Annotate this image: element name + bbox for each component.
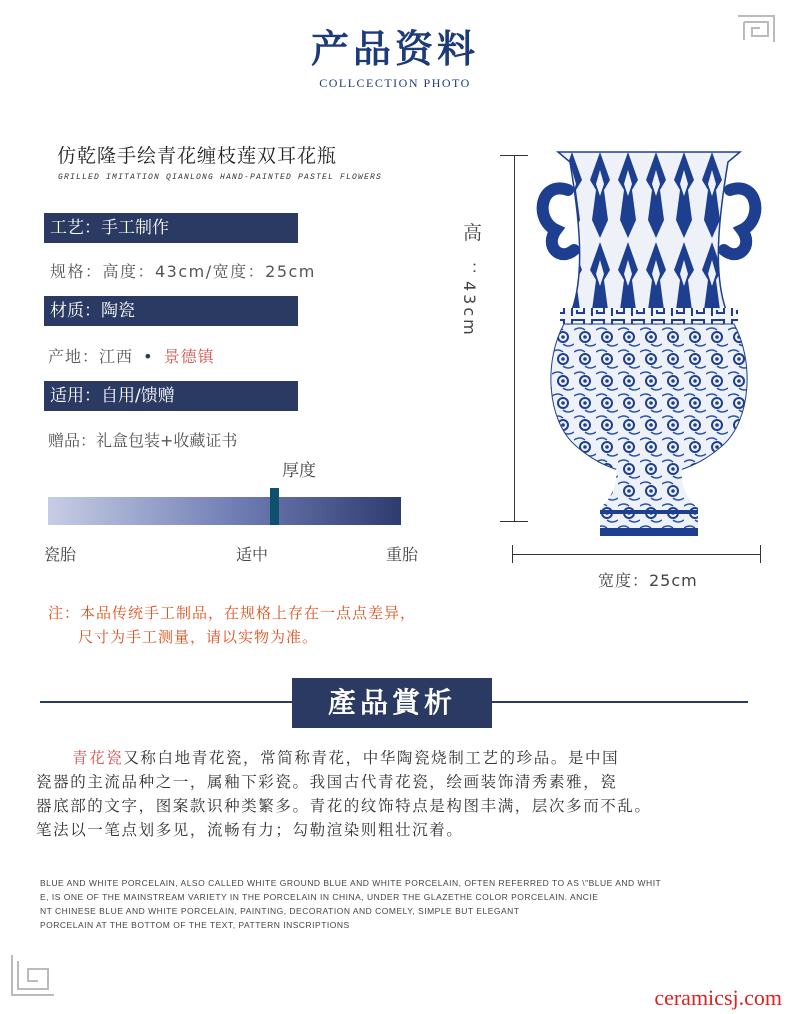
fret-corner-icon	[8, 955, 58, 1003]
use-bar: 适用：自用/馈赠	[44, 381, 298, 411]
fret-corner-icon	[738, 10, 782, 50]
note-line2: 尺寸为手工测量，请以实物为准。	[78, 628, 319, 646]
width-label: 宽度：25cm	[598, 571, 698, 590]
description-en-line2: E, IS ONE OF THE MAINSTREAM VARIETY IN THE PORCELAIN IN CHINA, UNDER THE GLAZETHE COLOR PORCELAIN. ANCIE	[40, 892, 599, 902]
thickness-gauge	[48, 497, 401, 525]
section-divider	[492, 701, 748, 703]
watermark: ceramicsj.com	[654, 985, 782, 1010]
origin-dot: •	[143, 347, 154, 366]
section-divider	[40, 701, 292, 703]
gift-spec: 赠品：礼盒包装+收藏证书	[48, 431, 238, 450]
height-dim-line	[514, 155, 515, 521]
height-dim-tick	[500, 155, 528, 156]
origin-spec	[48, 344, 215, 367]
product-name: 仿乾隆手绘青花缠枝莲双耳花瓶	[57, 145, 338, 167]
thickness-high: 重胎	[386, 545, 419, 564]
description-paragraph	[36, 746, 754, 842]
thickness-label: 厚度	[282, 461, 316, 481]
page-title: 产品资料	[310, 26, 479, 71]
description-en-line1: BLUE AND WHITE PORCELAIN, ALSO CALLED WHITE GROUND BLUE AND WHITE PORCELAIN, OFTEN REFERRED TO AS \"BLUE AND WHIT	[40, 878, 662, 888]
vase-image	[530, 150, 768, 545]
description-line1: 青花瓷又称白地青花瓷，常简称青花，中华陶瓷烧制工艺的珍品。是中国	[72, 749, 620, 767]
size-spec: 规格：高度：43cm/宽度：25cm	[50, 262, 316, 281]
page-subtitle: COLLCECTION PHOTO	[319, 76, 471, 90]
description-en	[40, 876, 700, 932]
description-en-line4: PORCELAIN AT THE BOTTOM OF THE TEXT, PATTERN INSCRIPTIONS	[40, 920, 350, 930]
description-highlight: 青花瓷	[72, 749, 124, 767]
width-dim-line	[512, 554, 761, 555]
note-line1: 注：本品传统手工制品，在规格上存在一点点差异，	[48, 604, 417, 622]
height-value: ：43cm	[460, 262, 479, 338]
thickness-mid: 适中	[236, 545, 269, 564]
thickness-marker	[270, 488, 279, 525]
height-dim-tick	[500, 521, 528, 522]
material-bar: 材质：陶瓷	[44, 296, 298, 326]
description-line3: 器底部的文字，图案款识种类繁多。青花的纹饰特点是构图丰满，层次多而不乱。	[36, 797, 652, 815]
width-dim-tick	[760, 545, 761, 563]
description-line4: 笔法以一笔点划多见，流畅有力；勾勒渲染则粗壮沉着。	[36, 821, 464, 839]
width-dim-tick	[512, 545, 513, 563]
product-name-en: GRILLED IMITATION QIANLONG HAND-PAINTED PASTEL FLOWERS	[58, 173, 383, 182]
craft-bar: 工艺：手工制作	[44, 213, 298, 243]
origin-city: 景德镇	[163, 347, 215, 366]
description-en-line3: NT CHINESE BLUE AND WHITE PORCELAIN, PAINTING, DECORATION AND COMELY, SIMPLE BUT ELEGANT	[40, 906, 520, 916]
height-label: 高	[463, 222, 483, 244]
description-line2: 瓷器的主流品种之一，属釉下彩瓷。我国古代青花瓷，绘画装饰清秀素雅，瓷	[36, 773, 618, 791]
origin-prefix: 产地：江西	[48, 347, 134, 366]
thickness-low: 瓷胎	[44, 545, 77, 564]
section-title: 產品賞析	[292, 678, 492, 728]
